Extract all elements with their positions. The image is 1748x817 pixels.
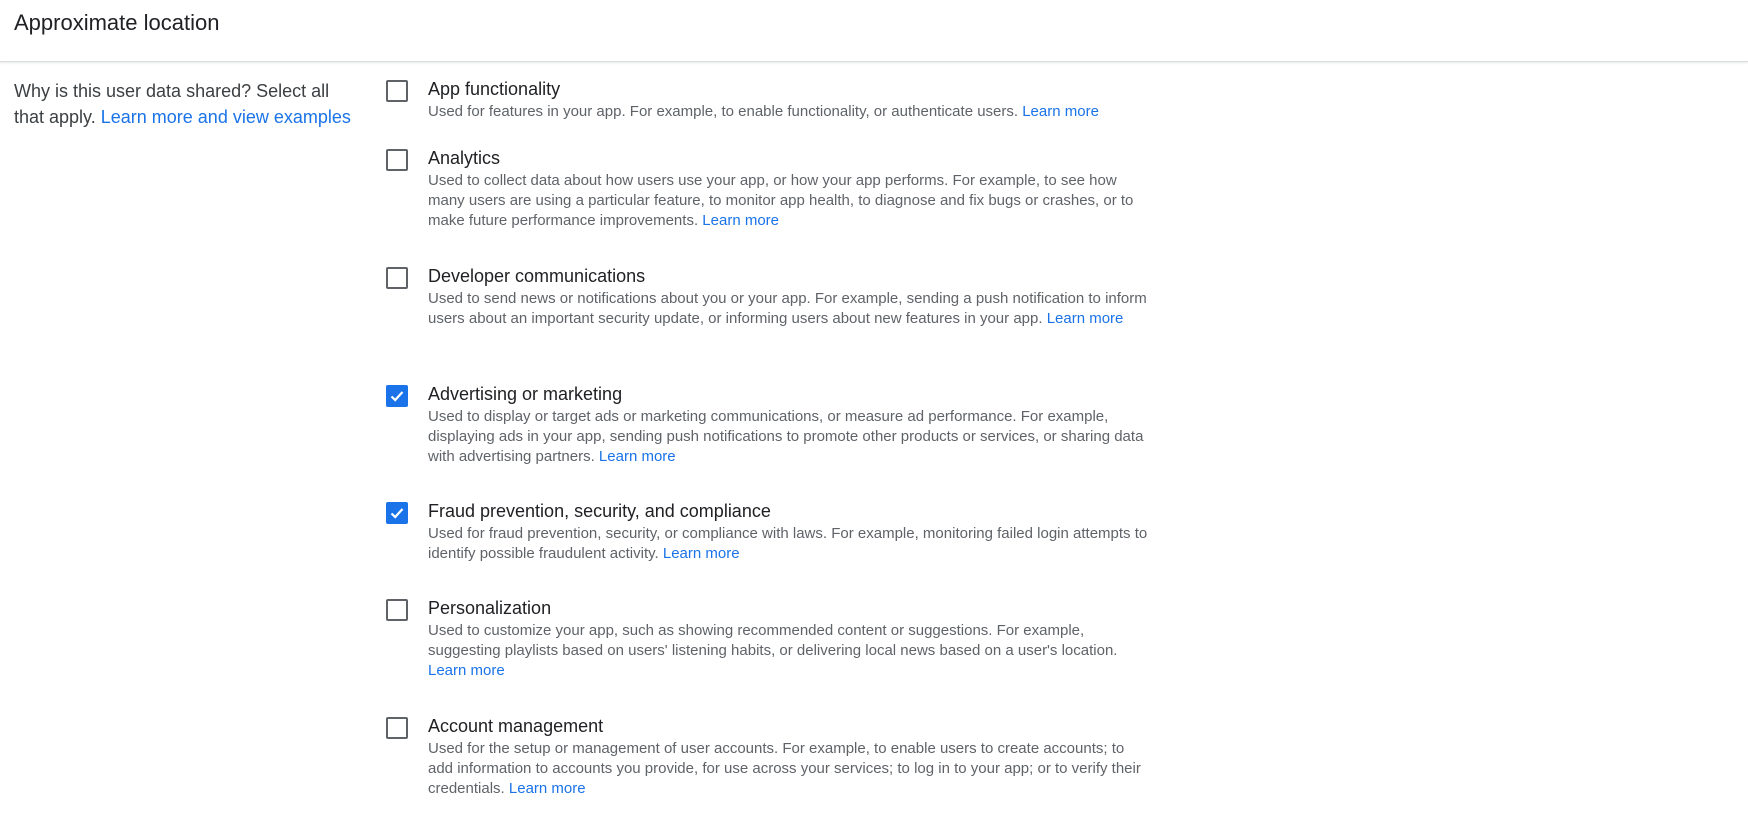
checkmark-icon — [388, 387, 406, 405]
learn-more-link[interactable]: Learn more — [702, 212, 780, 229]
option-description — [428, 171, 1148, 231]
learn-more-link[interactable]: Learn more — [508, 780, 586, 797]
option-description-text: Used to customize your app, such as showing recommended content or suggestions. For example, suggesting playlists based on users' listening habits, or delivering local news based on a user's location. — [428, 622, 1118, 659]
option-description — [428, 524, 1148, 564]
option-fraud-prevention — [386, 499, 1146, 596]
purpose-options-list — [386, 77, 1146, 814]
page-header — [0, 0, 1748, 62]
checkbox-account-management[interactable] — [386, 717, 408, 739]
option-title: Developer communications — [428, 266, 646, 286]
checkbox-personalization[interactable] — [386, 599, 408, 621]
option-description-text: Used to send news or notifications about you or your app. For example, sending a push notification to inform users about an important security update, or informing users about new features in your app. — [428, 290, 1147, 327]
learn-more-link[interactable]: Learn more — [428, 662, 505, 679]
option-description-text: Used to display or target ads or marketing communications, or measure ad performance. For example, displaying ads in your app, sending push notifications to promote other products or services, or sharing data with advertising partners. — [428, 408, 1144, 465]
page-title: Approximate location — [14, 10, 220, 35]
option-title: App functionality — [428, 79, 561, 99]
option-description-text: Used for fraud prevention, security, or compliance with laws. For example, monitoring failed login attempts to identify possible fraudulent activity. — [428, 525, 1148, 562]
option-description — [428, 407, 1148, 467]
learn-more-link[interactable]: Learn more — [662, 545, 740, 562]
checkbox-app-functionality[interactable] — [386, 80, 408, 102]
option-app-functionality — [386, 77, 1146, 146]
option-title: Personalization — [428, 598, 552, 618]
option-title: Advertising or marketing — [428, 384, 623, 404]
option-description-text: Used for the setup or management of user accounts. For example, to enable users to create accounts; to add information to accounts you provide, for use across your services; to log in to your app; or to verify their credentials. — [428, 740, 1141, 797]
option-description-text: Used to collect data about how users use your app, or how your app performs. For example, to see how many users are using a particular feature, to monitor app health, to diagnose and fix bugs or crashes, or to make future performance improvements. — [428, 172, 1134, 229]
checkbox-advertising-marketing[interactable] — [386, 385, 408, 407]
option-account-management — [386, 714, 1146, 814]
option-description — [428, 289, 1148, 329]
option-title: Analytics — [428, 148, 501, 168]
learn-more-link[interactable]: Learn more — [1022, 103, 1099, 120]
learn-more-link[interactable]: Learn more — [1046, 310, 1124, 327]
option-personalization — [386, 596, 1146, 714]
option-description — [428, 739, 1148, 799]
option-description — [428, 102, 1148, 122]
checkbox-developer-communications[interactable] — [386, 267, 408, 289]
option-title: Account management — [428, 716, 604, 736]
checkbox-analytics[interactable] — [386, 149, 408, 171]
option-analytics — [386, 146, 1146, 264]
option-description-text: Used for features in your app. For example, to enable functionality, or authenticate users. — [428, 103, 1019, 120]
purpose-question — [14, 78, 364, 130]
question-text: Why is this user data shared? Select all that apply. — [14, 81, 330, 127]
option-description — [428, 621, 1148, 681]
checkbox-fraud-prevention[interactable] — [386, 502, 408, 524]
option-developer-communications — [386, 264, 1146, 382]
learn-more-examples-link[interactable]: Learn more and view examples — [100, 107, 351, 127]
option-advertising-marketing — [386, 382, 1146, 499]
option-title: Fraud prevention, security, and compliance — [428, 501, 771, 521]
checkmark-icon — [388, 504, 406, 522]
learn-more-link[interactable]: Learn more — [598, 448, 676, 465]
